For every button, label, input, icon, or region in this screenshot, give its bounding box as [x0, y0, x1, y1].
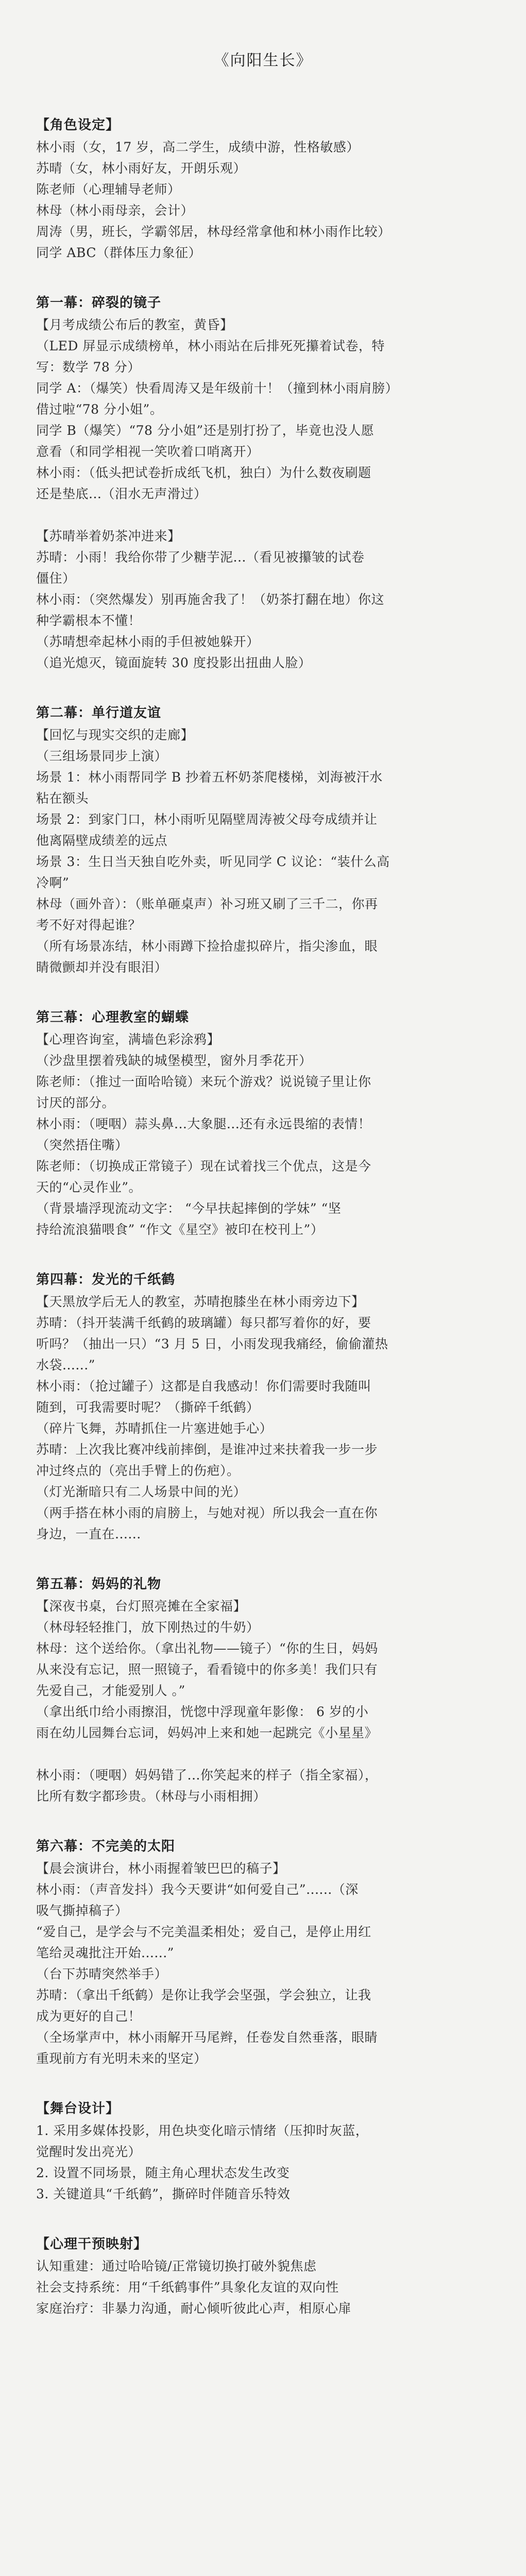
- section: [36, 1269, 490, 1545]
- script-line: 同学 A：（爆笑）快看周涛又是年级前十！（撞到林小雨肩膀）: [36, 381, 399, 396]
- script-line: 周涛（男，班长，学霸邻居，林母经常拿他和林小雨作比较）: [36, 224, 391, 239]
- script-line: 林小雨：（突然爆发）别再施舍我了！（奶茶打翻在地）你这: [36, 592, 385, 607]
- script-line: 随到，可我需要时呢？（撕碎千纸鹤）: [36, 1400, 260, 1415]
- script-line: 【深夜书桌，台灯照亮摊在全家福】: [36, 1599, 247, 1614]
- script-line: （拿出纸巾给小雨擦泪，恍惚中浮现童年影像： 6 岁的小: [36, 1704, 369, 1719]
- script-line: 考不好对得起谁？: [36, 918, 142, 933]
- script-line: 陈老师（心理辅导老师）: [36, 182, 181, 197]
- script-line: 觉醒时发出亮光）: [36, 2144, 142, 2159]
- document-title: 《向阳生长》: [213, 52, 313, 70]
- script-line: 雨在幼儿园舞台忘词，妈妈冲上来和她一起跳完《小星星》: [36, 1725, 378, 1740]
- script-line: 水袋......”: [36, 1358, 95, 1372]
- script-line: 成为更好的自己！: [36, 2009, 142, 2024]
- script-line: （全场掌声中，林小雨解开马尾辫，任卷发自然垂落，眼睛: [36, 2030, 378, 2045]
- script-line: 借过啦“78 分小姐”。: [36, 402, 163, 417]
- script-line: 苏晴：（拿出千纸鹤）是你让我学会坚强，学会独立，让我: [36, 1988, 371, 2003]
- script-line: 写：数学 78 分）: [36, 360, 141, 375]
- script-line: 先爱自己，才能爱别人 。”: [36, 1683, 185, 1698]
- script-line: 讨厌的部分。: [36, 1095, 115, 1110]
- script-line: 【天黑放学后无人的教室，苏晴抱膝坐在林小雨旁边下】: [36, 1294, 365, 1309]
- script-line: 比所有数字都珍贵。（林母与小雨相拥）: [36, 1789, 266, 1804]
- script-line: 场景 2：到家门口，林小雨听见隔壁周涛被父母夸成绩并让: [36, 812, 378, 827]
- script-line: （追光熄灭，镜面旋转 30 度投影出扭曲人脸）: [36, 655, 312, 670]
- script-line: 冲过终点的（亮出手臂上的伤疤）。: [36, 1463, 240, 1478]
- script-line: 苏晴（女，林小雨好友，开朗乐观）: [36, 161, 247, 176]
- script-line: 他离隔壁成绩差的远点: [36, 833, 168, 848]
- script-line: 家庭治疗：非暴力沟通，耐心倾听彼此心声，相原心扉: [36, 2301, 352, 2316]
- script-line: 【苏晴举着奶茶冲进来】: [36, 529, 181, 544]
- script-line: 粘在额头: [36, 791, 89, 806]
- script-line: 睛微颤却并没有眼泪）: [36, 960, 168, 975]
- script-line: 2. 设置不同场景，随主角心理状态发生改变: [36, 2165, 290, 2180]
- section-heading: 【心理干预映射】: [36, 2236, 148, 2252]
- script-line: 林小雨：（声音发抖）我今天要讲“如何爱自己”......（深: [36, 1882, 359, 1897]
- script-line: 【晨会演讲台，林小雨握着皱巴巴的稿子】: [36, 1861, 286, 1876]
- script-line: （碎片飞舞，苏晴抓住一片塞进她手心）: [36, 1421, 273, 1436]
- section-heading: 【舞台设计】: [36, 2101, 120, 2116]
- script-line: 林母：这个送给你。（拿出礼物——镜子）“你的生日，妈妈: [36, 1641, 378, 1656]
- script-line: 1. 采用多媒体投影，用色块变化暗示情绪（压抑时灰蓝，: [36, 2123, 369, 2138]
- script-line: 认知重建：通过哈哈镜/正常镜切换打破外貌焦虑: [36, 2259, 317, 2274]
- section-heading: 第五幕：妈妈的礼物: [36, 1577, 162, 1592]
- section: [36, 1836, 490, 2069]
- script-line: 苏晴：小雨！我给你带了少糖芋泥...（看见被攥皱的试卷: [36, 550, 365, 565]
- script-line: 林小雨：（哽咽）妈妈错了...你笑起来的样子（指全家福），: [36, 1768, 378, 1783]
- script-line: “爱自己，是学会与不完美温柔相处；爱自己，是停止用红: [36, 1924, 371, 1939]
- script-line: 僵住）: [36, 571, 76, 586]
- script-line: 林小雨：（低头把试卷折成纸飞机，独白）为什么数夜刷题: [36, 465, 371, 480]
- section: [36, 1573, 490, 1807]
- script-line: 天的“心灵作业”。: [36, 1180, 142, 1195]
- script-line: 听吗？（抽出一只）“3 月 5 日，小雨发现我痛经，偷偷灌热: [36, 1336, 388, 1351]
- script-line: 种学霸根本不懂！: [36, 613, 142, 628]
- script-body: [36, 114, 490, 2319]
- script-line: 3. 关键道具“千纸鹤”，撕碎时伴随音乐特效: [36, 2187, 291, 2201]
- script-line: （三组场景同步上演）: [36, 749, 168, 764]
- section: [36, 2233, 490, 2319]
- script-line: 【月考成绩公布后的教室，黄昏】: [36, 317, 233, 332]
- script-line: （灯光渐暗只有二人场景中间的光）: [36, 1484, 247, 1499]
- script-line: 意看（和同学相视一笑吹着口哨离开）: [36, 444, 260, 459]
- script-line: （所有场景冻结，林小雨蹲下捡拾虚拟碎片，指尖渗血，眼: [36, 939, 378, 954]
- section: [36, 1007, 490, 1240]
- script-line: 林小雨：（哽咽）蒜头鼻...大象腿...还有永远畏缩的表情！: [36, 1116, 371, 1131]
- section: [36, 114, 490, 263]
- section-heading: 【角色设定】: [36, 117, 120, 133]
- script-line: 林母（画外音）：（账单砸桌声）补习班又刷了三千二，你再: [36, 896, 378, 911]
- script-line: 同学 ABC（群体压力象征）: [36, 245, 201, 260]
- script-line: 重现前方有光明未来的坚定）: [36, 2051, 207, 2066]
- script-line: 吸气撕掉稿子）: [36, 1903, 128, 1918]
- script-line: 苏晴：（抖开装满千纸鹤的玻璃罐）每只都写着你的好，要: [36, 1315, 371, 1330]
- section: [36, 2098, 490, 2205]
- section-heading: 第六幕：不完美的太阳: [36, 1839, 176, 1854]
- script-line: 身边，一直在......: [36, 1527, 141, 1541]
- script-line: 从来没有忘记，照一照镜子，看看镜中的你多美！我们只有: [36, 1662, 378, 1677]
- section-heading: 第一幕：碎裂的镜子: [36, 295, 162, 311]
- script-line: 持给流浪猫喂食” “作文《星空》被印在校刊上”）: [36, 1222, 324, 1237]
- section-heading: 第二幕：单行道友谊: [36, 705, 162, 721]
- script-line: 冷啊”: [36, 875, 70, 890]
- script-line: 【回忆与现实交织的走廊】: [36, 727, 194, 742]
- section-heading: 第四幕：发光的千纸鹤: [36, 1272, 176, 1287]
- script-line: （苏晴想牵起林小雨的手但被她躲开）: [36, 634, 260, 649]
- script-line: 陈老师：（切换成正常镜子）现在试着找三个优点，这是今: [36, 1159, 371, 1174]
- script-line: （LED 屏显示成绩榜单，林小雨站在后排死死攥着试卷，特: [36, 338, 385, 353]
- script-line: 社会支持系统：用“千纸鹤事件”具象化友谊的双向性: [36, 2280, 339, 2295]
- script-line: 苏晴：上次我比赛冲线前摔倒，是谁冲过来扶着我一步一步: [36, 1442, 378, 1457]
- section: [36, 292, 490, 673]
- script-line: 林母（林小雨母亲，会计）: [36, 203, 194, 218]
- script-line: （林母轻轻推门，放下刚热过的牛奶）: [36, 1620, 260, 1635]
- script-line: 同学 B（爆笑）“78 分小姐”还是别打扮了，毕竟也没人愿: [36, 423, 375, 438]
- section: [36, 702, 490, 978]
- blank-line: [36, 504, 490, 526]
- script-line: （沙盘里摆着残缺的城堡模型，窗外月季花开）: [36, 1053, 312, 1068]
- section-heading: 第三幕：心理教室的蝴蝶: [36, 1010, 190, 1025]
- script-line: 林小雨（女，17 岁，高二学生，成绩中游，性格敏感）: [36, 140, 360, 155]
- blank-line: [36, 1743, 490, 1765]
- script-line: （突然捂住嘴）: [36, 1138, 128, 1153]
- script-line: 林小雨：（抢过罐子）这都是自我感动！你们需要时我随叫: [36, 1379, 371, 1394]
- script-line: 场景 1：林小雨帮同学 B 抄着五杯奶茶爬楼梯，刘海被汗水: [36, 770, 383, 785]
- script-line: 笔给灵魂批注开始......”: [36, 1945, 174, 1960]
- script-line: （两手搭在林小雨的肩膀上，与她对视）所以我会一直在你: [36, 1505, 378, 1520]
- script-line: 场景 3：生日当天独自吃外卖，听见同学 C 议论：“装什么高: [36, 854, 390, 869]
- script-line: 还是垫底...（泪水无声滑过）: [36, 486, 207, 501]
- script-line: 【心理咨询室，满墙色彩涂鸦】: [36, 1032, 220, 1047]
- script-line: 陈老师：（推过一面哈哈镜）来玩个游戏？说说镜子里让你: [36, 1074, 371, 1089]
- script-line: （台下苏晴突然举手）: [36, 1967, 168, 1981]
- script-line: （背景墙浮现流动文字： “今早扶起摔倒的学妹” “坚: [36, 1201, 342, 1216]
